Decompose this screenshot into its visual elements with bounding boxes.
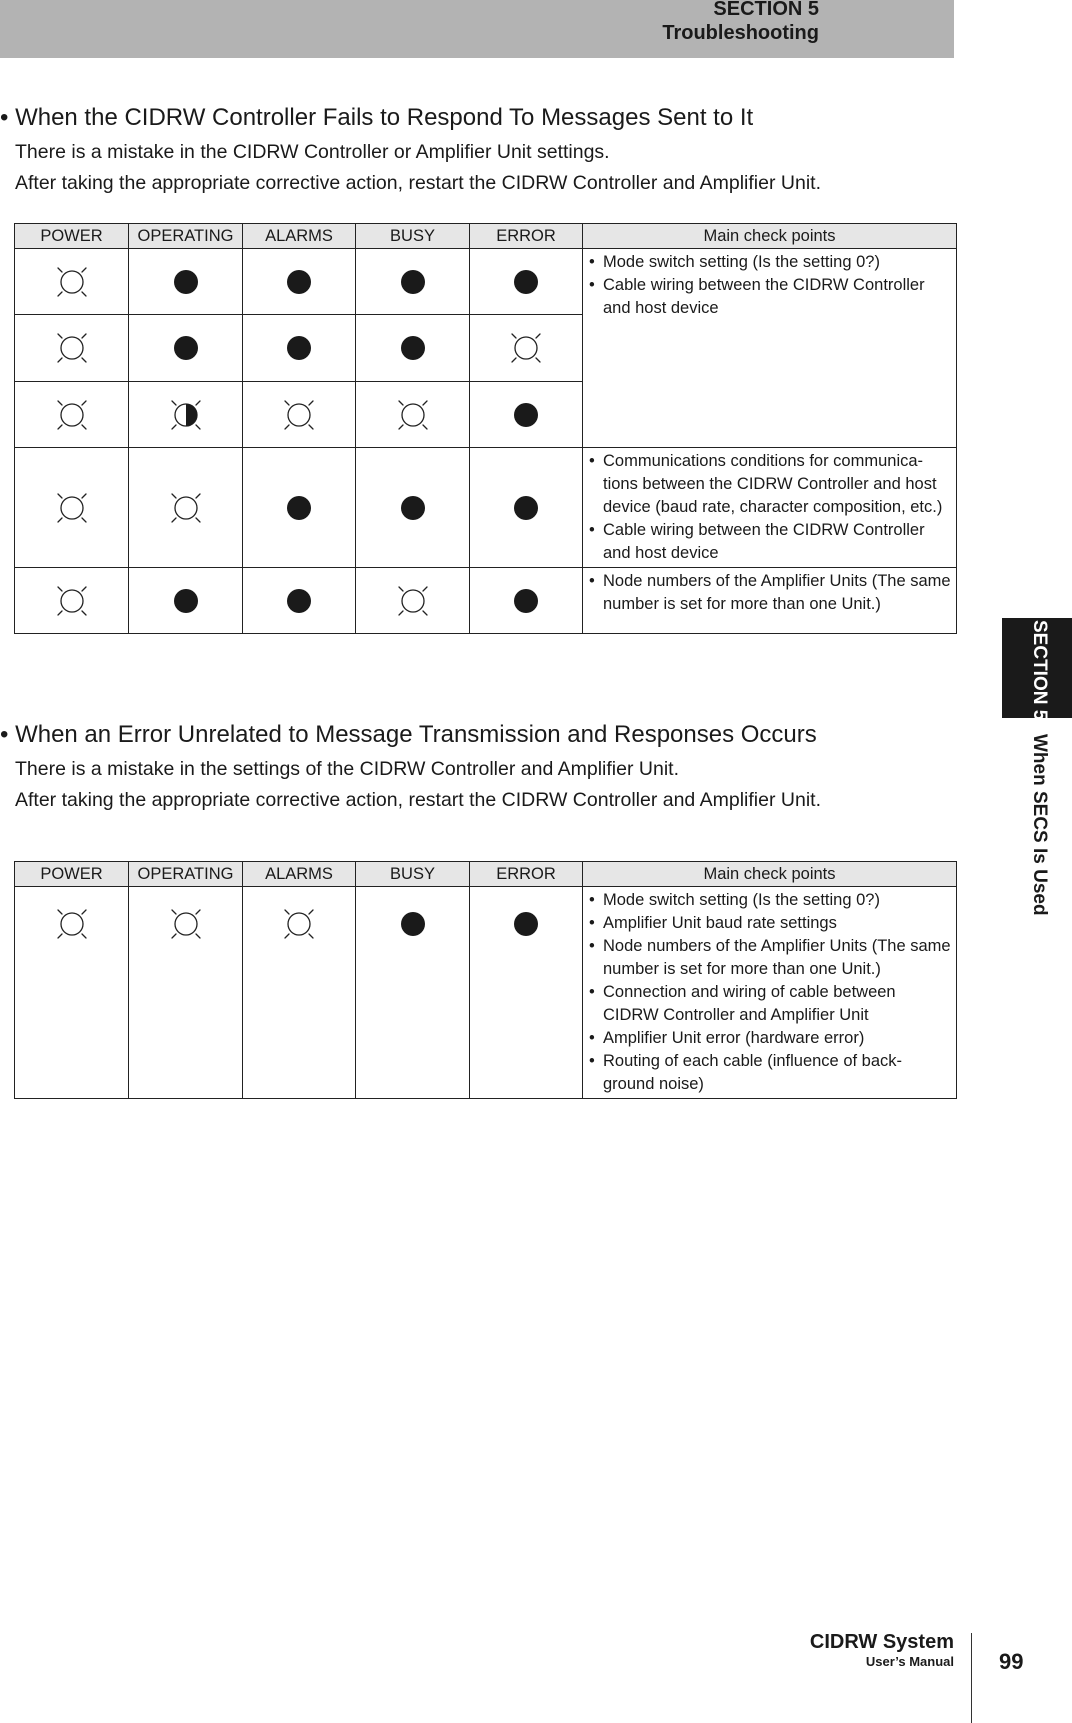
lamp-cell [243,249,356,315]
lamp-cell [356,249,470,315]
lamp-cell [15,448,129,568]
col-error: ERROR [470,862,583,887]
lamp-cell [243,568,356,634]
side-tab-section: SECTION 5 [1029,620,1050,721]
table-row [15,887,957,1099]
side-tab-title: When SECS Is Used [1029,734,1050,916]
col-busy: BUSY [356,862,470,887]
check-point-item: • Cable wiring between the CIDRW Controller and host device [587,519,952,565]
led-lit-icon [282,584,316,618]
led-flashing-icon [169,491,203,525]
led-flashing-icon [55,584,89,618]
check-point-item: • Routing of each cable (influence of back-ground noise) [587,1050,952,1096]
section1-para1: There is a mistake in the CIDRW Controller or Amplifier Unit settings. [15,141,610,163]
check-point-item: • Mode switch setting (Is the setting 0?) [587,889,952,912]
table-row [15,448,957,568]
check-point-item: • Node numbers of the Amplifier Units (The same number is set for more than one Unit.) [587,935,952,981]
led-flashing-icon [169,907,203,941]
col-check-points: Main check points [583,862,957,887]
check-point-item: • Connection and wiring of cable between CIDRW Controller and Amplifier Unit [587,981,952,1027]
check-point-item: • Cable wiring between the CIDRW Controller and host device [587,274,952,320]
check-point-item: • Mode switch setting (Is the setting 0?) [587,251,952,274]
led-table-1 [14,223,957,634]
section2-heading: • When an Error Unrelated to Message Transmission and Responses Occurs [0,721,817,748]
led-lit-icon [396,331,430,365]
check-point-item: • Amplifier Unit error (hardware error) [587,1027,952,1050]
led-lit-icon [396,265,430,299]
led-flashing-icon [55,491,89,525]
led-flashing-icon [55,907,89,941]
lamp-cell [470,448,583,568]
lamp-cell [470,249,583,315]
lamp-cell [470,315,583,382]
footer-product: CIDRW System [809,1631,954,1653]
led-flashing-icon [55,398,89,432]
footer-manual: User’s Manual [865,1654,954,1669]
table-header-row [15,224,957,249]
lamp-cell [129,315,243,382]
led-lit-icon [169,331,203,365]
lamp-cell [243,887,356,1099]
led-lit-icon [396,907,430,941]
lamp-cell [470,382,583,448]
led-lit-icon [509,584,543,618]
section1-para2: After taking the appropriate corrective action, restart the CIDRW Controller and Amplifier Unit. [15,172,821,194]
led-lit-icon [509,265,543,299]
led-lit-icon [282,491,316,525]
lamp-cell [129,448,243,568]
lamp-cell [129,568,243,634]
check-point-item: • Amplifier Unit baud rate settings [587,912,952,935]
col-operating: OPERATING [129,862,243,887]
lamp-cell [129,382,243,448]
lamp-cell [470,568,583,634]
led-lit-icon [169,265,203,299]
lamp-cell [15,249,129,315]
led-flashing-icon [396,398,430,432]
header-band [0,0,954,58]
check-points-cell [583,249,957,448]
lamp-cell [470,887,583,1099]
led-table-2 [14,861,957,1099]
lamp-cell [243,448,356,568]
check-points-cell [583,448,957,568]
table-row [15,249,957,315]
footer-divider [971,1633,972,1723]
lamp-cell [15,382,129,448]
table-row [15,568,957,634]
col-check-points: Main check points [583,224,957,249]
led-flashing-icon [282,398,316,432]
lamp-cell [356,887,470,1099]
section2-para2: After taking the appropriate corrective action, restart the CIDRW Controller and Amplifier Unit. [15,789,821,811]
led-half-lit-icon [169,398,203,432]
led-lit-icon [509,907,543,941]
led-lit-icon [282,265,316,299]
led-lit-icon [396,491,430,525]
check-point-item: • Node numbers of the Amplifier Units (The same number is set for more than one Unit.) [587,570,952,616]
section1-heading: • When the CIDRW Controller Fails to Respond To Messages Sent to It [0,104,754,131]
page-number: 99 [999,1649,1024,1674]
led-lit-icon [282,331,316,365]
side-tab-text [1010,620,1050,916]
lamp-cell [15,568,129,634]
col-alarms: ALARMS [243,862,356,887]
led-flashing-icon [55,331,89,365]
lamp-cell [356,382,470,448]
check-points-cell [583,887,957,1099]
header-title: Troubleshooting [662,22,819,44]
lamp-cell [129,249,243,315]
check-point-item: • Communications conditions for communica-tions between the CIDRW Controller and host device (baud rate, character composition, etc.) [587,450,952,519]
led-lit-icon [509,491,543,525]
check-points-cell [583,568,957,634]
lamp-cell [15,315,129,382]
lamp-cell [243,315,356,382]
col-power: POWER [15,862,129,887]
led-lit-icon [169,584,203,618]
col-operating: OPERATING [129,224,243,249]
col-error: ERROR [470,224,583,249]
lamp-cell [356,448,470,568]
header-section: SECTION 5 [713,0,819,20]
col-power: POWER [15,224,129,249]
led-lit-icon [509,398,543,432]
led-flashing-icon [55,265,89,299]
col-alarms: ALARMS [243,224,356,249]
lamp-cell [129,887,243,1099]
led-flashing-icon [282,907,316,941]
col-busy: BUSY [356,224,470,249]
led-flashing-icon [509,331,543,365]
lamp-cell [356,568,470,634]
section2-para1: There is a mistake in the settings of the CIDRW Controller and Amplifier Unit. [15,758,679,780]
lamp-cell [243,382,356,448]
led-flashing-icon [396,584,430,618]
lamp-cell [356,315,470,382]
table-header-row [15,862,957,887]
lamp-cell [15,887,129,1099]
